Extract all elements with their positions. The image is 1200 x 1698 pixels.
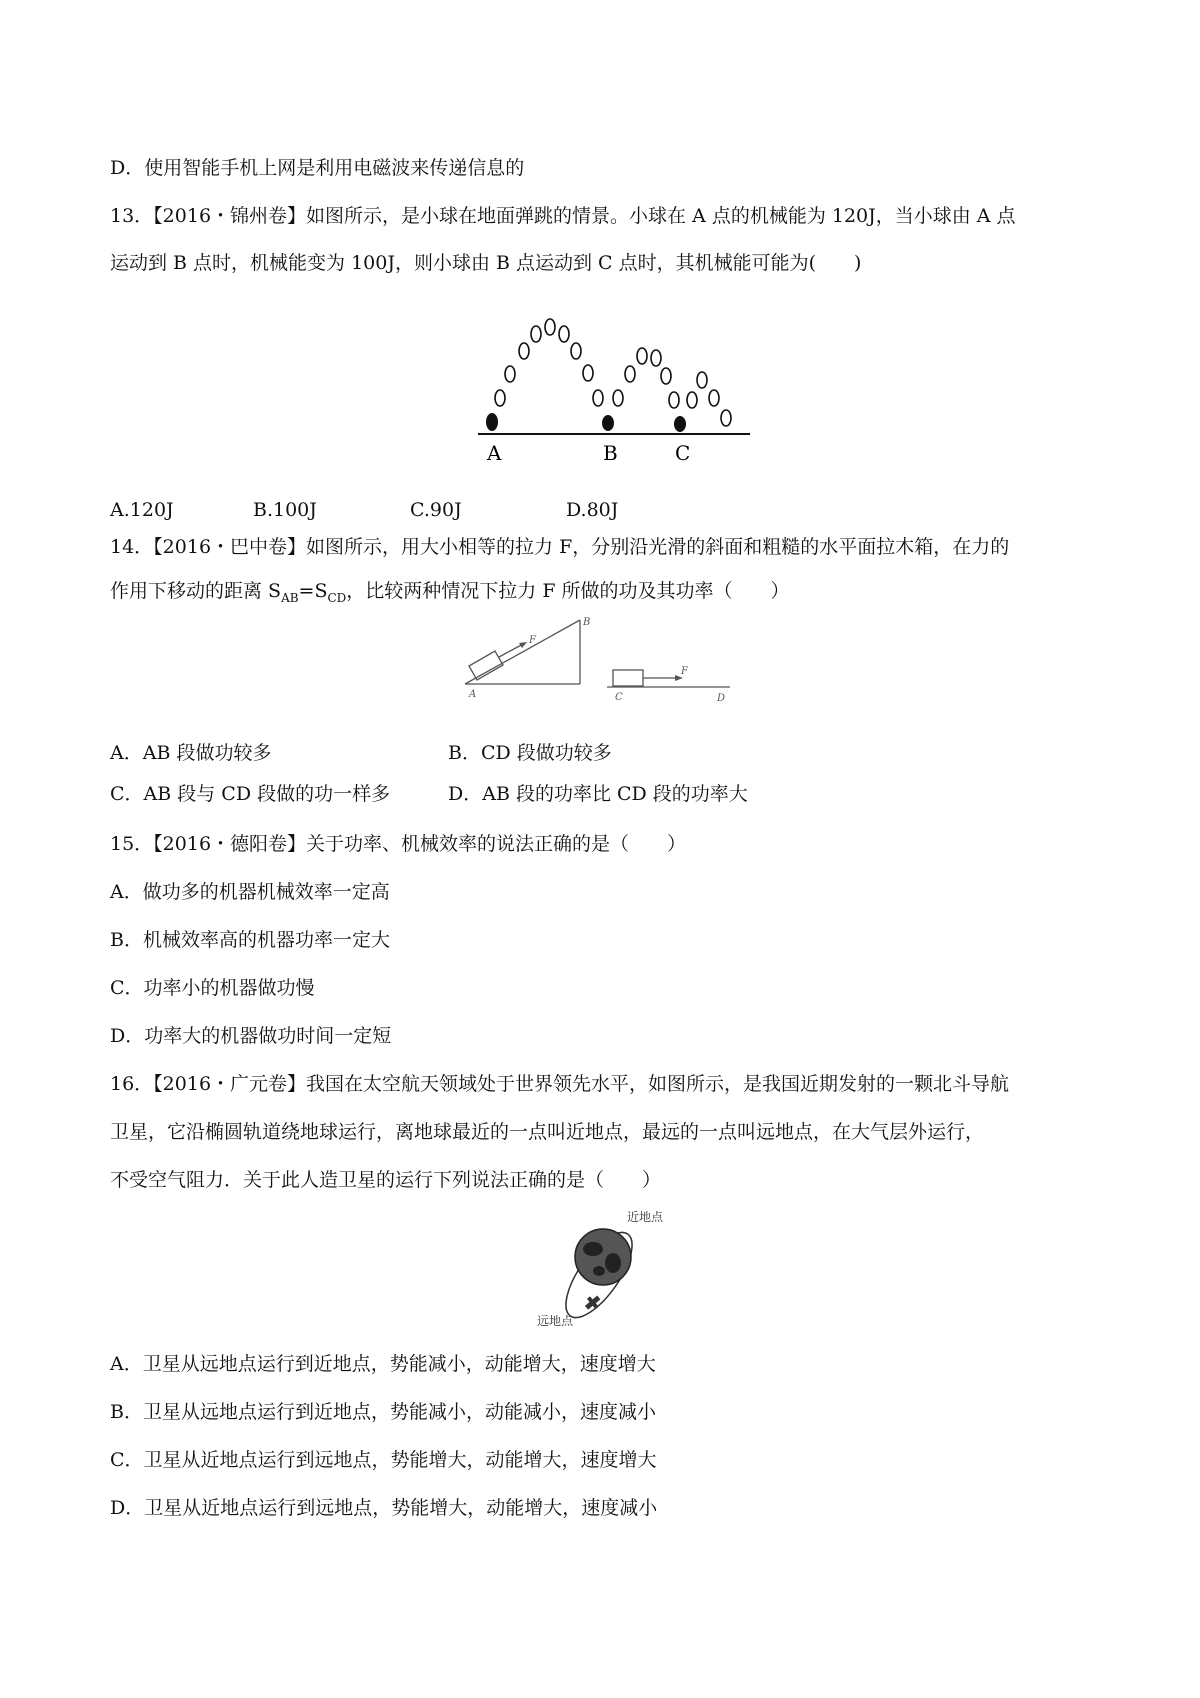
- q13-option-b: B.100J: [253, 499, 317, 521]
- q14-option-a: A．AB 段做功较多: [110, 742, 272, 764]
- q16-option-a: A．卫星从远地点运行到近地点，势能减小，动能增大，速度增大: [110, 1353, 656, 1375]
- q16-option-c: C．卫星从近地点运行到远地点，势能增大，动能增大，速度增大: [110, 1449, 657, 1471]
- q14-stem-line-2: 作用下移动的距离 $S_{AB}=S_{CD}$，比较两种情况下拉力 F 所做的功及其功率（ ）: [110, 580, 790, 605]
- label-a: A: [487, 441, 502, 465]
- q13-stem-line-2: 运动到 B 点时，机械能变为 100J，则小球由 B 点运动到 C 点时，其机械能可能为( ): [110, 252, 862, 274]
- q12-option-d: D．使用智能手机上网是利用电磁波来传递信息的: [110, 157, 525, 179]
- label-c: C: [615, 692, 623, 703]
- trajectory-balls: [495, 319, 731, 426]
- q16-option-d: D．卫星从近地点运行到远地点，势能增大，动能增大，速度减小: [110, 1497, 658, 1519]
- q14-option-b: B．CD 段做功较多: [448, 742, 612, 764]
- ball-a: [486, 413, 498, 431]
- earth-globe: [575, 1229, 631, 1285]
- q16-stem-line-3: 不受空气阻力．关于此人造卫星的运行下列说法正确的是（ ）: [110, 1169, 662, 1191]
- label-b: B: [583, 617, 591, 628]
- q13-option-a: A.120J: [110, 499, 174, 521]
- ball-b: [602, 415, 614, 431]
- label-apogee: 远地点: [537, 1314, 574, 1328]
- q14-option-c: C．AB 段与 CD 段做的功一样多: [110, 783, 391, 805]
- ball-c: [674, 416, 686, 432]
- label-c: C: [675, 441, 691, 465]
- bouncing-ball-figure: [470, 300, 760, 470]
- q13-stem-line-1: 13．【2016・锦州卷】如图所示，是小球在地面弹跳的情景。小球在 A 点的机械能为 120J，当小球由 A 点: [110, 205, 1016, 227]
- label-a: A: [469, 689, 477, 700]
- q15-option-d: D．功率大的机器做功时间一定短: [110, 1025, 392, 1047]
- label-f-incline: F: [529, 635, 536, 646]
- q16-stem-line-1: 16．【2016・广元卷】我国在太空航天领域处于世界领先水平，如图所示，是我国近期发射的一颗北斗导航: [110, 1073, 1010, 1095]
- label-f-horizontal: F: [681, 666, 688, 677]
- label-perigee: 近地点: [627, 1210, 664, 1224]
- q16-option-b: B．卫星从远地点运行到近地点，势能减小，动能减小，速度减小: [110, 1401, 656, 1423]
- q14-stem-line-1: 14．【2016・巴中卷】如图所示，用大小相等的拉力 F，分别沿光滑的斜面和粗糙的水平面拉木箱，在力的: [110, 536, 1010, 558]
- label-b: B: [603, 441, 618, 465]
- q13-option-d: D.80J: [566, 499, 619, 521]
- incline-and-horizontal-figure: [455, 615, 745, 710]
- q15-option-b: B．机械效率高的机器功率一定大: [110, 929, 390, 951]
- q14-option-d: D．AB 段的功率比 CD 段的功率大: [448, 783, 748, 805]
- q16-stem-line-2: 卫星，它沿椭圆轨道绕地球运行，离地球最近的一点叫近地点，最远的一点叫远地点，在大气层外运行，: [110, 1121, 985, 1143]
- q15-option-c: C．功率小的机器做功慢: [110, 977, 315, 999]
- label-d: D: [717, 693, 726, 704]
- q13-option-c: C.90J: [410, 499, 462, 521]
- q15-option-a: A．做功多的机器机械效率一定高: [110, 881, 390, 903]
- satellite-orbit-figure: [535, 1205, 675, 1330]
- q15-stem: 15．【2016・德阳卷】关于功率、机械效率的说法正确的是（ ）: [110, 833, 687, 855]
